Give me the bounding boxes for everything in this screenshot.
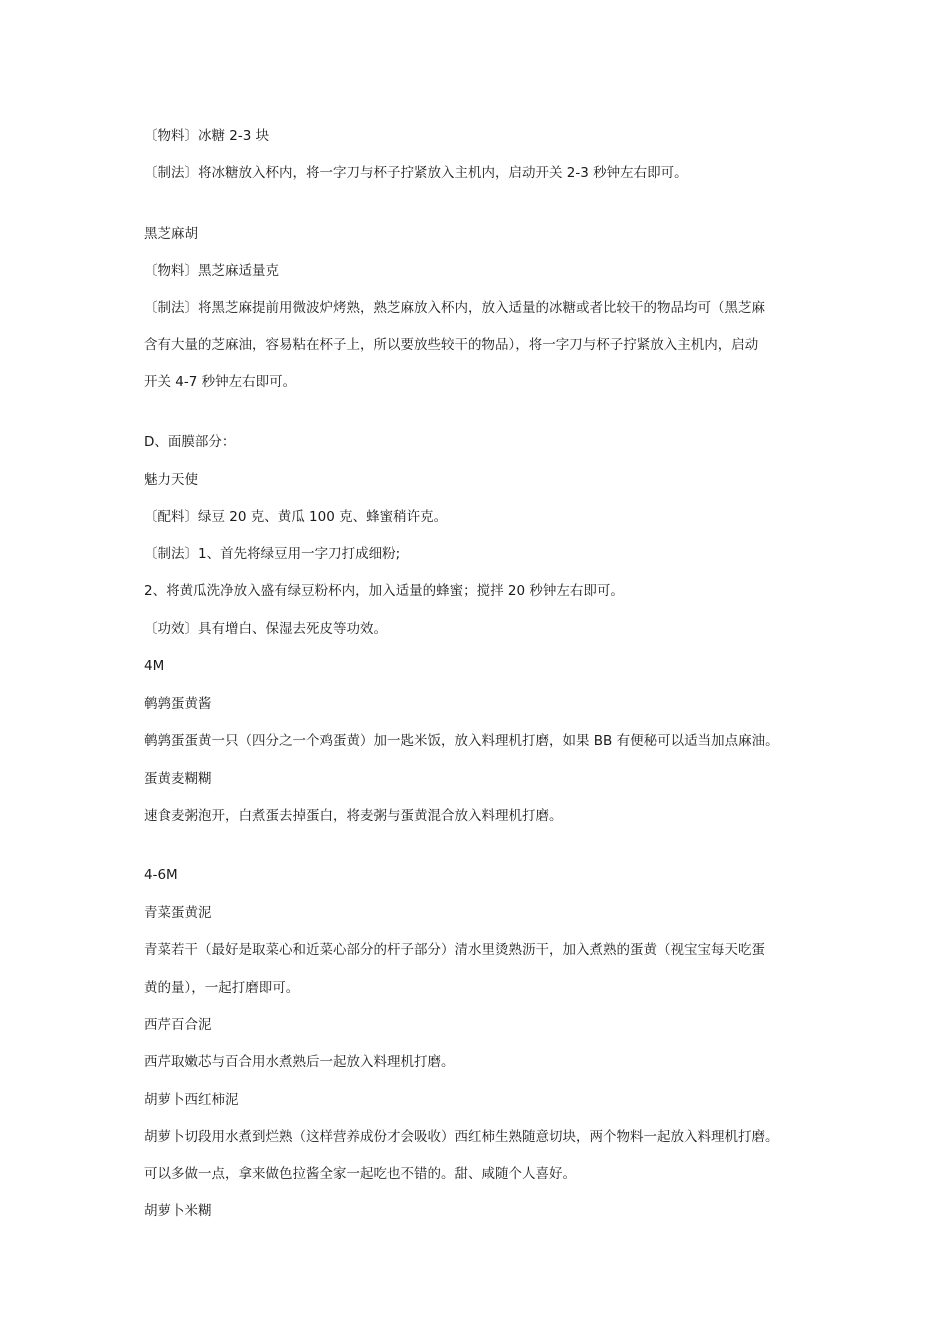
recipe-title: 胡萝卜米糊 (144, 1203, 212, 1219)
method-line: 〔制法〕1、首先将绿豆用一字刀打成细粉; (144, 546, 401, 562)
recipe-text: 胡萝卜切段用水煮到烂熟（这样营养成份才会吸收）西红柿生熟随意切块，两个物料一起放入料理机打磨。 (144, 1129, 779, 1145)
age-heading: 4-6M (144, 867, 178, 883)
recipe-title: 西芹百合泥 (144, 1017, 212, 1033)
ingredient-line: 〔物料〕冰糖 2-3 块 (144, 128, 270, 144)
method-line: 开关 4-7 秒钟左右即可。 (144, 374, 297, 390)
ingredient-line: 〔物料〕黑芝麻适量克 (144, 263, 279, 279)
recipe-text: 青菜若干（最好是取菜心和近菜心部分的杆子部分）清水里烫熟沥干，加入煮熟的蛋黄（视宝宝每天吃蛋 (144, 942, 765, 958)
recipe-text: 速食麦粥泡开，白煮蛋去掉蛋白，将麦粥与蛋黄混合放入料理机打磨。 (144, 808, 563, 824)
method-line: 2、将黄瓜洗净放入盛有绿豆粉杯内，加入适量的蜂蜜；搅拌 20 秒钟左右即可。 (144, 583, 624, 599)
ingredient-line: 〔配料〕绿豆 20 克、黄瓜 100 克、蜂蜜稍许克。 (144, 509, 448, 525)
method-line: 〔制法〕将黑芝麻提前用微波炉烤熟，熟芝麻放入杯内，放入适量的冰糖或者比较干的物品均可（黑芝麻 (144, 300, 765, 316)
recipe-title: 魅力天使 (144, 472, 198, 488)
recipe-text: 西芹取嫩芯与百合用水煮熟后一起放入料理机打磨。 (144, 1054, 455, 1070)
recipe-text: 黄的量），一起打磨即可。 (144, 980, 300, 996)
recipe-text: 可以多做一点，拿来做色拉酱全家一起吃也不错的。甜、咸随个人喜好。 (144, 1166, 576, 1182)
section-heading: D、面膜部分： (144, 434, 236, 450)
effect-line: 〔功效〕具有增白、保湿去死皮等功效。 (144, 621, 387, 637)
recipe-title: 胡萝卜西红柿泥 (144, 1092, 239, 1108)
recipe-title: 鹌鹑蛋黄酱 (144, 696, 212, 712)
recipe-title: 青菜蛋黄泥 (144, 905, 212, 921)
method-line: 含有大量的芝麻油，容易粘在杯子上，所以要放些较干的物品），将一字刀与杯子拧紧放入主机内，启动 (144, 337, 759, 353)
recipe-text: 鹌鹑蛋蛋黄一只（四分之一个鸡蛋黄）加一匙米饭，放入料理机打磨，如果 BB 有便秘可以适当加点麻油。 (144, 733, 779, 749)
age-heading: 4M (144, 658, 165, 674)
recipe-title: 黑芝麻胡 (144, 226, 198, 242)
method-line: 〔制法〕将冰糖放入杯内，将一字刀与杯子拧紧放入主机内，启动开关 2-3 秒钟左右即可。 (144, 165, 688, 181)
recipe-title: 蛋黄麦糊糊 (144, 771, 212, 787)
